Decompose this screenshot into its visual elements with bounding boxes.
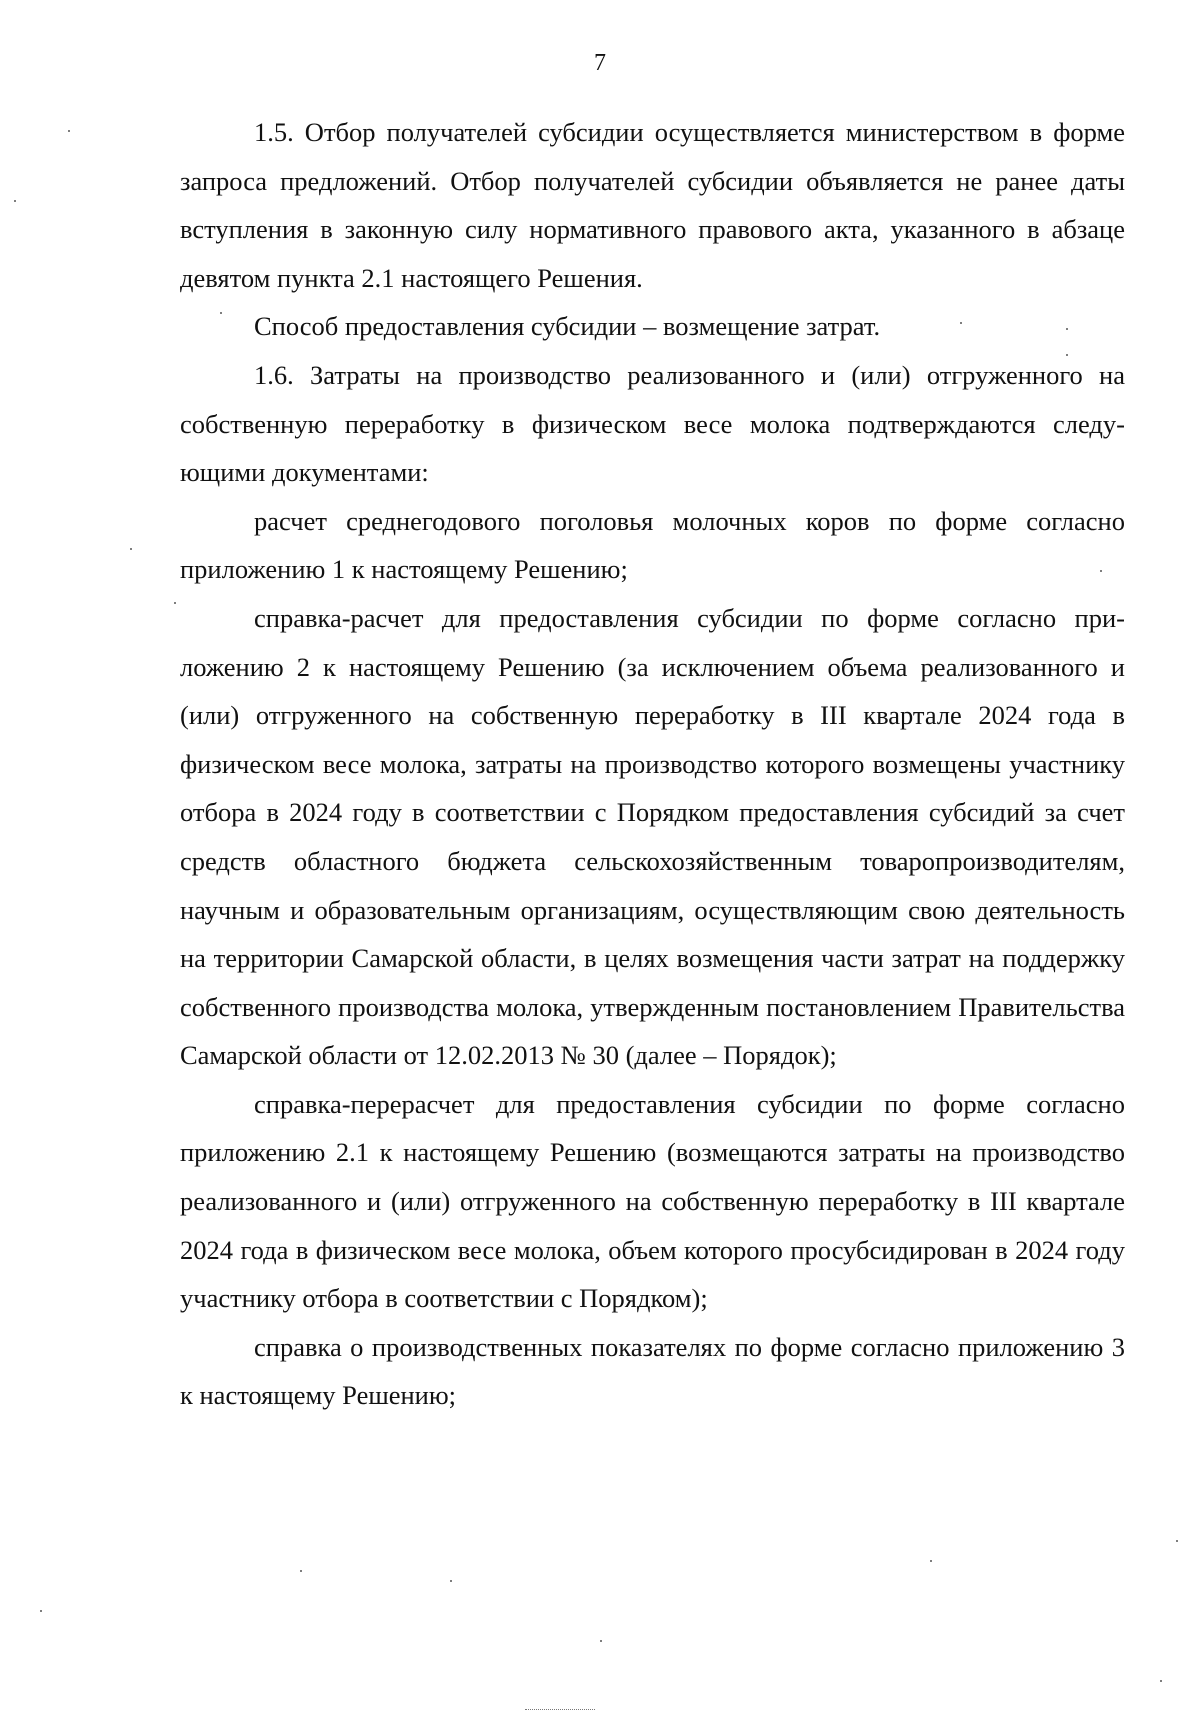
- paragraph-1-6-costs: 1.6. Затраты на производство реализованного и (или) отгруженного на собственную переработку в физическом весе молока подтверждаются следующими документами:: [180, 359, 1125, 488]
- paragraph-subsidy-method: Способ предоставления субсидии – возмещение затрат.: [254, 311, 881, 342]
- scan-edge-mark: [525, 1709, 595, 1713]
- list-item-herd-calculation: расчет среднегодового поголовья молочных коров по форме согласно приложению 1 к настоящему Решению;: [180, 505, 1125, 585]
- scan-speck: [930, 1560, 932, 1562]
- scan-speck: [1100, 570, 1102, 572]
- page-number: 7: [594, 50, 606, 76]
- scan-speck: [174, 602, 176, 604]
- scan-speck: [1160, 1680, 1162, 1682]
- scan-speck: [450, 1580, 452, 1582]
- scan-speck: [40, 1610, 42, 1612]
- list-item-production-indicators: справка о производственных показателях по форме согласно приложению 3 к настоящему Решению;: [180, 1331, 1125, 1411]
- scan-speck: [68, 130, 70, 132]
- scan-speck: [600, 1640, 602, 1642]
- paragraph-1-5-selection: 1.5. Отбор получателей субсидии осуществляется министерством в форме запроса предложений. Отбор получателей субсидии объявляется не ранее даты вступления в законную силу нормативного правового акта, указанного в абзаце девятом пункта 2.1 настоящего Решения.: [180, 117, 1125, 293]
- list-item-subsidy-recalculation: справка-перерасчет для предоставления субсидии по форме согласно приложению 2.1 к настоящему Решению (возмещаются затраты на производство реализованного и (или) отгруженного на собственную переработку в III квартале 2024 года в физическом весе молока, объем которого просубсидирован в 2024 году участнику отбора в соответствии с Порядком);: [180, 1088, 1125, 1314]
- list-item-subsidy-calculation: справка-расчет для предоставления субсидии по форме согласно приложению 2 к настоящему Решению (за исключением объема реализованного и (или) отгруженного на собственную переработку в III квартале 2024 года в физическом весе молока, затраты на производство которого возмещены участнику отбора в 2024 году в соответствии с Порядком предоставления субсидий за счет средств областного бюджета сельскохозяйственным товаропроизводителям, научным и образовательным организациям, осуществляющим свою деятельность на территории Самарской области, в целях возмещения части затрат на поддержку собственного производства молока, утвержденным постановлением Правительства Самарской области от 12.02.2013 № 30 (далее – Порядок);: [180, 602, 1125, 1071]
- scan-speck: [130, 548, 132, 550]
- scan-speck: [14, 200, 16, 202]
- scan-speck: [300, 1570, 302, 1572]
- scan-speck: [1176, 1540, 1178, 1542]
- scan-speck: [960, 322, 962, 324]
- scan-speck: [1066, 328, 1068, 330]
- document-body: [180, 108, 1125, 1420]
- scan-speck: [1066, 354, 1068, 356]
- scan-speck: [220, 312, 222, 314]
